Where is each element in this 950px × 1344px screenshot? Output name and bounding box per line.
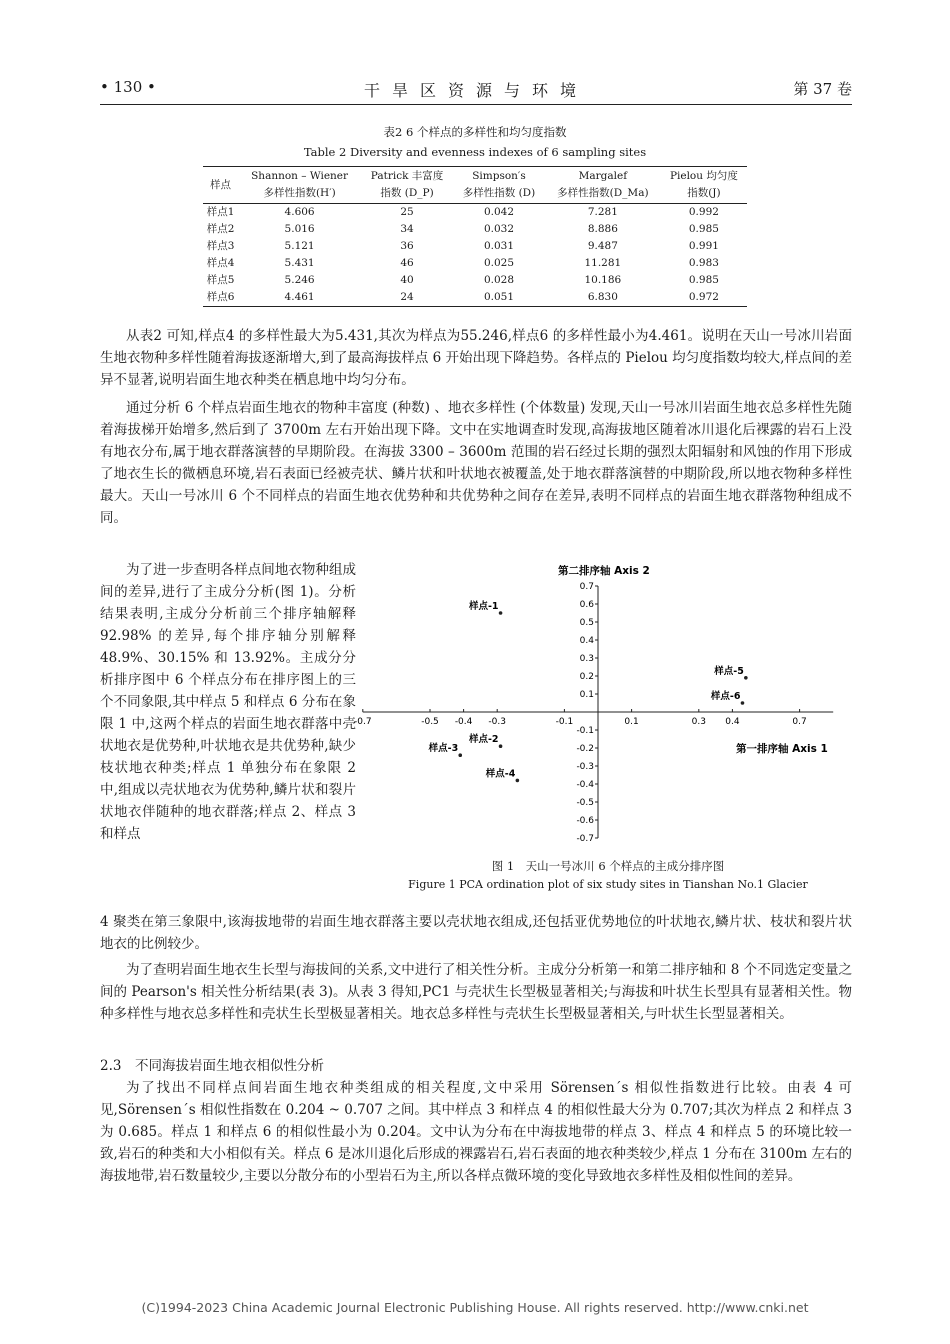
paragraph-2: 通过分析 6 个样点岩面生地衣的物种丰富度 (种数) 、地衣多样性 (个体数量) 发现,天山一号冰川岩面生地衣总多样性先随着海拔梯开始增多,然后到了 3700m 左右开始出现下降。文中在实地调查时发现,高海拔地区随着冰川退化后裸露的岩石上没有地衣分布,属于地衣群落演替的早期阶段。在海拔 3300 – 3600m 范围的岩石经过长期的强烈太阳辐射和风蚀的作用下形成了地衣生长的微栖息环境,岩石表面已经被壳状、鳞片状和叶状地衣被覆盖,处于地衣群落演替的中期阶段,所以地衣物种多样性最大。天山一号冰川 6 个不同样点的岩面生地衣优势种和共优势种之间存在差异,表明不同样点的岩面生地衣群落物种组成不同。 xyxy=(100,400,852,526)
copyright-footer: (C)1994-2023 China Academic Journal Electronic Publishing House. All rights reserved. http://www.cnki.net xyxy=(141,1300,809,1315)
x-tick-label: 0.7 xyxy=(792,717,807,727)
y-tick-label: -0.5 xyxy=(576,798,594,808)
diversity-table xyxy=(203,166,747,307)
point-label: 样点-4 xyxy=(485,768,516,780)
table-row: 样点6 4.461 24 0.051 6.830 0.972 xyxy=(203,289,747,307)
page-number: • 130 • xyxy=(100,78,156,96)
col-margalef: Margalef 多样性指数(D_Ma) xyxy=(545,167,661,204)
section-heading: 2.3 不同海拔岩面生地衣相似性分析 xyxy=(100,1058,324,1074)
col-site: 样点 xyxy=(203,167,238,204)
header-rule xyxy=(100,104,852,105)
table-row: 样点1 4.606 25 0.042 7.281 0.992 xyxy=(206,206,719,218)
data-point xyxy=(499,744,503,748)
y-tick-label: 0.5 xyxy=(579,618,594,628)
data-point xyxy=(516,779,520,783)
table-row: 样点3 5.121 36 0.031 9.487 0.991 xyxy=(206,240,719,252)
y-tick-label: -0.3 xyxy=(576,762,594,772)
point-label: 样点-5 xyxy=(714,665,744,677)
x-tick-label: -0.7 xyxy=(354,717,372,727)
data-point xyxy=(744,676,748,680)
figure-caption-en: Figure 1 PCA ordination plot of six study sites in Tianshan No.1 Glacier xyxy=(408,878,808,891)
paragraph-5: 为了找出不同样点间岩面生地衣种类组成的相关程度,文中采用 Sörensen´s 相似性指数进行比较。由表 4 可见,Sörensen´s 相似性指数在 0.204 ~ 0.707 之间。其中样点 3 和样点 4 的相似性最大分为 0.707;其次为样点 2 和样点 3 为 0.685。样点 1 和样点 6 的相似性最小为 0.204。文中认为分布在中海拔地带的样点 3、样点 4 和样点 5 的环境比较一致,岩石的种类和大小相似有关。样点 6 是冰川退化后形成的裸露岩石,岩石表面的地衣种类较少,样点 1 分布在 3100m 左右的海拔地带,岩石数量较少,主要以分散分布的小型岩石为主,所以各样点微环境的变化导致地衣多样性及相似性间的差异。 xyxy=(100,1080,852,1184)
x-tick-label: 0.4 xyxy=(725,717,740,727)
table-caption-cn: 表2 6 个样点的多样性和均匀度指数 xyxy=(383,125,567,139)
x-axis-label: 第一排序轴 Axis 1 xyxy=(736,743,828,755)
page-header xyxy=(100,78,852,104)
data-point xyxy=(458,753,462,757)
paragraph-3: 为了进一步查明各样点间地衣物种组成间的差异,进行了主成分分析(图 1)。分析结果表明,主成分分析前三个排序轴解释 92.98% 的差异,每个排序轴分别解释 48.9%、30.15% 和 13.92%。主成分分析排序图中 6 个样点分布在排序图上的三个不同象限,其中样点 5 和样点 6 分布在象限 1 中,这两个样点的岩面生地衣群落中壳状地衣是优势种,叶状地衣是共优势种,缺少枝状地衣种类;样点 1 单独分布在象限 2 中,组成以壳状地衣为优势种,鳞片状和裂片状地衣伴随种的地衣群落;样点 2、样点 3 和样点 xyxy=(100,562,356,842)
x-tick-label: -0.4 xyxy=(454,717,473,727)
data-point xyxy=(499,611,503,615)
paragraph-1: 从表2 可知,样点4 的多样性最大为5.431,其次为样点为55.246,样点6 的多样性最小为4.461。说明在天山一号冰川岩面生地衣物种多样性随着海拔逐渐增大,到了最高海拔样点 6 开始出现下降趋势。各样点的 Pielou 均匀度指数均较大,样点间的差异不显著,说明岩面生地衣种类在栖息地中均匀分布。 xyxy=(100,328,852,388)
point-label: 样点-6 xyxy=(710,691,741,702)
y-tick-label: -0.2 xyxy=(576,744,594,754)
y-tick-label: -0.6 xyxy=(576,816,594,826)
x-tick-label: -0.5 xyxy=(421,717,439,727)
y-tick-label: 0.4 xyxy=(579,636,594,646)
col-shannon: Shannon – Wiener 多样性指数(H′) xyxy=(238,167,361,204)
x-tick-label: -0.1 xyxy=(555,717,574,727)
table-row: 样点4 5.431 46 0.025 11.281 0.983 xyxy=(206,257,719,269)
col-simpson: Simpson′s 多样性指数 (D) xyxy=(453,167,545,204)
y-tick-label: 0.6 xyxy=(579,600,594,610)
paragraph-4: 为了查明岩面生地衣生长型与海拔间的关系,文中进行了相关性分析。主成分分析第一和第二排序轴和 8 个不同选定变量之间的 Pearson's 相关性分析结果(表 3)。从表 3 得知,PC1 与壳状生长型极显著相关;与海拔和叶状生长型具有显著相关性。物种多样性与地衣总多样性和壳状生长型极显著相关。地衣总多样性与壳状生长型极显著相关,与叶状生长型显著相关。 xyxy=(100,962,852,1022)
y-axis-label: 第二排序轴 Axis 2 xyxy=(558,565,650,577)
figure-caption-cn: 图 1 天山一号冰川 6 个样点的主成分排序图 xyxy=(491,859,725,873)
col-patrick: Patrick 丰富度 指数 (D_P) xyxy=(361,167,453,204)
col-pielou: Pielou 均匀度 指数(J) xyxy=(661,167,747,204)
x-tick-label: -0.3 xyxy=(488,717,506,727)
x-tick-label: 0.1 xyxy=(624,717,639,727)
y-tick-label: -0.1 xyxy=(576,726,594,736)
y-tick-label: 0.1 xyxy=(579,690,594,700)
volume-label: 第 37 卷 xyxy=(793,80,852,98)
point-label: 样点-1 xyxy=(468,601,499,612)
table-caption-en: Table 2 Diversity and evenness indexes of 6 sampling sites xyxy=(303,145,647,159)
table-row: 样点5 5.246 40 0.028 10.186 0.985 xyxy=(206,274,719,286)
pca-ordination-plot xyxy=(354,562,854,852)
y-tick-label: 0.2 xyxy=(579,672,594,682)
table-row: 样点2 5.016 34 0.032 8.886 0.985 xyxy=(206,223,719,235)
journal-title: 干旱区资源与环境 xyxy=(363,81,588,100)
point-label: 样点-2 xyxy=(468,734,499,746)
data-point xyxy=(741,701,745,705)
point-label: 样点-3 xyxy=(428,743,459,755)
y-tick-label: 0.3 xyxy=(579,654,594,664)
y-tick-label: -0.7 xyxy=(576,834,594,844)
y-tick-label: -0.4 xyxy=(576,780,594,790)
paragraph-3-continued: 4 聚类在第三象限中,该海拔地带的岩面生地衣群落主要以壳状地衣组成,还包括亚优势地位的叶状地衣,鳞片状、枝状和裂片状地衣的比例较少。 xyxy=(100,914,852,952)
y-tick-label: 0.7 xyxy=(579,582,594,592)
x-tick-label: 0.3 xyxy=(691,717,706,727)
